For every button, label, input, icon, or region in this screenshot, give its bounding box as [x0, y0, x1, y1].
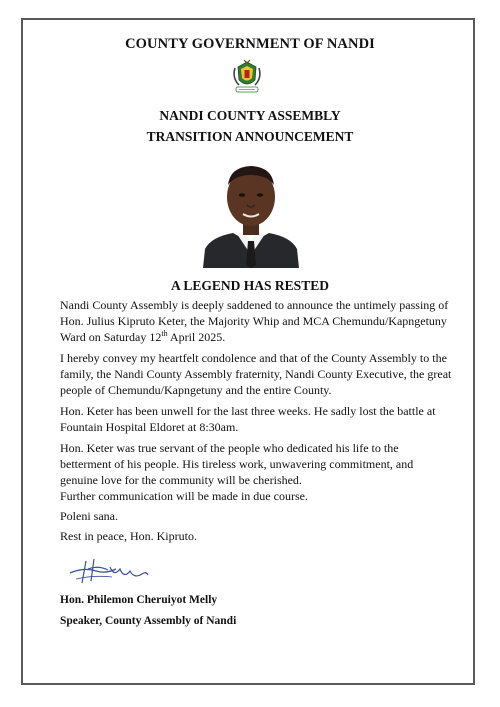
- signer-name: Hon. Philemon Cheruiyot Melly: [60, 594, 218, 606]
- county-title: COUNTY GOVERNMENT OF NANDI: [125, 36, 375, 52]
- paragraph-illness: Hon. Keter has been unwell for the last three weeks. He sadly lost the battle at Fountain Hospital Eldoret at 8:30am.: [60, 404, 436, 434]
- paragraph-rest-in-peace: Rest in peace, Hon. Kipruto.: [60, 529, 197, 543]
- county-crest-icon: [228, 58, 266, 96]
- paragraph-poleni: Poleni sana.: [60, 509, 118, 523]
- assembly-title: NANDI COUNTY ASSEMBLY: [159, 108, 341, 123]
- paragraph-further-communication: Further communication will be made in due course.: [60, 489, 308, 503]
- signature-mark: [64, 555, 154, 587]
- paragraph-condolence: I hereby convey my heartfelt condolence and that of the County Assembly to the family, the Nandi County Assembly fraternity, Nandi County Executive, the great people of Chemundu/Kapngetuny and the entire County.: [60, 351, 452, 397]
- portrait-photo: [201, 153, 301, 268]
- headline: A LEGEND HAS RESTED: [171, 278, 329, 293]
- paragraph-tribute: Hon. Keter was true servant of the people who dedicated his life to the betterment of his people. His tireless work, unwavering commitment, and genuine love for the community will be cherished.: [60, 441, 414, 487]
- paragraph-passing-text: Nandi County Assembly is deeply saddened to announce the untimely passing of Hon. Julius Kipruto Keter, the Majority Whip and MCA Chemundu/Kapngetuny Ward on Saturday 12: [60, 298, 449, 344]
- paragraph-passing: [60, 297, 452, 345]
- announcement-title: TRANSITION ANNOUNCEMENT: [146, 129, 354, 144]
- paragraph-passing-date: April 2025.: [167, 330, 226, 344]
- signer-title: Speaker, County Assembly of Nandi: [60, 615, 237, 627]
- ordinal-suffix: th: [161, 329, 168, 338]
